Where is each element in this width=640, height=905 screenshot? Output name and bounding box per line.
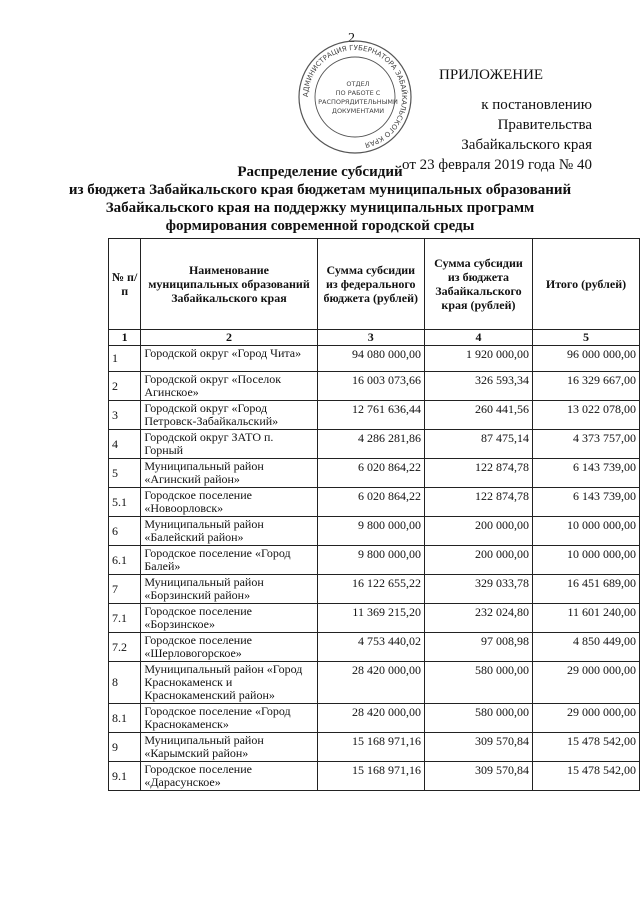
table-row — [109, 459, 640, 488]
row-number: 7.1 — [109, 604, 141, 633]
row-federal-amount: 12 761 636,44 — [317, 401, 424, 430]
row-number: 6 — [109, 517, 141, 546]
title-line: Распределение субсидий — [237, 164, 403, 180]
row-name: Городское поселение «Город Балей» — [141, 546, 317, 575]
row-total-amount: 29 000 000,00 — [532, 662, 639, 704]
header-number: № п/п — [109, 239, 141, 330]
seal-outer-text: АДМИНИСТРАЦИЯ ГУБЕРНАТОРА ЗАБАЙКАЛЬСКОГО КРАЯ — [301, 43, 409, 149]
row-regional-amount: 200 000,00 — [424, 546, 532, 575]
row-total-amount: 29 000 000,00 — [532, 704, 639, 733]
row-name: Муниципальный район «Город Краснокаменск и Краснокаменский район» — [141, 662, 317, 704]
row-regional-amount: 232 024,80 — [424, 604, 532, 633]
row-name: Городской округ «Город Чита» — [141, 346, 317, 372]
row-federal-amount: 15 168 971,16 — [317, 762, 424, 791]
row-name: Городской округ ЗАТО п. Горный — [141, 430, 317, 459]
row-total-amount: 6 143 739,00 — [532, 459, 639, 488]
appendix-header — [395, 65, 620, 175]
row-name: Муниципальный район «Агинский район» — [141, 459, 317, 488]
row-name: Городское поселение «Борзинское» — [141, 604, 317, 633]
column-index: 5 — [532, 330, 639, 346]
table-header-row — [109, 239, 640, 330]
appendix-line: Забайкальского края — [461, 137, 592, 153]
row-number: 9 — [109, 733, 141, 762]
row-name: Муниципальный район «Карымский район» — [141, 733, 317, 762]
row-total-amount: 4 373 757,00 — [532, 430, 639, 459]
row-name: Муниципальный район «Балейский район» — [141, 517, 317, 546]
row-federal-amount: 9 800 000,00 — [317, 546, 424, 575]
row-regional-amount: 87 475,14 — [424, 430, 532, 459]
row-total-amount: 4 850 449,00 — [532, 633, 639, 662]
row-name: Городской округ «Город Петровск-Забайкальский» — [141, 401, 317, 430]
table-row — [109, 633, 640, 662]
row-total-amount: 13 022 078,00 — [532, 401, 639, 430]
row-number: 7.2 — [109, 633, 141, 662]
table-row — [109, 488, 640, 517]
row-regional-amount: 309 570,84 — [424, 733, 532, 762]
row-number: 8.1 — [109, 704, 141, 733]
header-federal: Сумма субсидии из федерального бюджета (рублей) — [317, 239, 424, 330]
row-regional-amount: 329 033,78 — [424, 575, 532, 604]
seal-inner-line: ДОКУМЕНТАМИ — [331, 107, 385, 115]
row-regional-amount: 580 000,00 — [424, 704, 532, 733]
row-regional-amount: 122 874,78 — [424, 459, 532, 488]
column-index-row — [109, 330, 640, 346]
table-row — [109, 733, 640, 762]
page-number: 2 — [348, 31, 355, 46]
row-name: Муниципальный район «Борзинский район» — [141, 575, 317, 604]
row-name: Городской округ «Поселок Агинское» — [141, 372, 317, 401]
row-federal-amount: 11 369 215,20 — [317, 604, 424, 633]
row-regional-amount: 1 920 000,00 — [424, 346, 532, 372]
row-number: 5.1 — [109, 488, 141, 517]
row-federal-amount: 94 080 000,00 — [317, 346, 424, 372]
header-total: Итого (рублей) — [532, 239, 639, 330]
table-row — [109, 430, 640, 459]
row-name: Городское поселение «Шерловогорское» — [141, 633, 317, 662]
header-name: Наименование муниципальных образований Забайкальского края — [141, 239, 317, 330]
appendix-line: к постановлению Правительства — [481, 97, 592, 133]
row-federal-amount: 4 286 281,86 — [317, 430, 424, 459]
row-number: 4 — [109, 430, 141, 459]
row-total-amount: 16 329 667,00 — [532, 372, 639, 401]
table-row — [109, 346, 640, 372]
table-row — [109, 604, 640, 633]
row-total-amount: 11 601 240,00 — [532, 604, 639, 633]
row-number: 2 — [109, 372, 141, 401]
appendix-line: от 23 февраля 2019 года № 40 — [402, 157, 592, 173]
row-name: Городское поселение «Новоорловск» — [141, 488, 317, 517]
table-row — [109, 704, 640, 733]
table-row — [109, 575, 640, 604]
row-name: Городское поселение «Дарасунское» — [141, 762, 317, 791]
row-regional-amount: 309 570,84 — [424, 762, 532, 791]
header-regional: Сумма субсидии из бюджета Забайкальского края (рублей) — [424, 239, 532, 330]
column-index: 2 — [141, 330, 317, 346]
seal-inner-line: ПО РАБОТЕ С — [335, 89, 381, 97]
row-number: 9.1 — [109, 762, 141, 791]
table-row — [109, 372, 640, 401]
row-total-amount: 10 000 000,00 — [532, 546, 639, 575]
document-title — [0, 163, 640, 235]
row-number: 8 — [109, 662, 141, 704]
row-federal-amount: 16 003 073,66 — [317, 372, 424, 401]
seal-inner-line: ОТДЕЛ — [346, 80, 370, 88]
table-body — [109, 330, 640, 791]
subsidy-table — [108, 238, 640, 791]
row-federal-amount: 28 420 000,00 — [317, 662, 424, 704]
title-line: Забайкальского края на поддержку муниципальных программ — [105, 200, 535, 216]
row-number: 5 — [109, 459, 141, 488]
row-regional-amount: 260 441,56 — [424, 401, 532, 430]
title-line: формирования современной городской среды — [165, 218, 475, 234]
table-row — [109, 546, 640, 575]
table-row — [109, 662, 640, 704]
row-total-amount: 16 451 689,00 — [532, 575, 639, 604]
row-federal-amount: 4 753 440,02 — [317, 633, 424, 662]
row-number: 7 — [109, 575, 141, 604]
row-total-amount: 15 478 542,00 — [532, 733, 639, 762]
column-index: 1 — [109, 330, 141, 346]
row-number: 1 — [109, 346, 141, 372]
row-regional-amount: 97 008,98 — [424, 633, 532, 662]
table-row — [109, 517, 640, 546]
table-row — [109, 401, 640, 430]
row-number: 6.1 — [109, 546, 141, 575]
row-total-amount: 96 000 000,00 — [532, 346, 639, 372]
row-regional-amount: 580 000,00 — [424, 662, 532, 704]
row-number: 3 — [109, 401, 141, 430]
column-index: 3 — [317, 330, 424, 346]
row-name: Городское поселение «Город Краснокаменск» — [141, 704, 317, 733]
column-index: 4 — [424, 330, 532, 346]
seal-inner-line: РАСПОРЯДИТЕЛЬНЫМИ — [318, 98, 398, 106]
title-line: из бюджета Забайкальского края бюджетам муниципальных образований — [68, 182, 572, 198]
row-regional-amount: 326 593,34 — [424, 372, 532, 401]
row-federal-amount: 9 800 000,00 — [317, 517, 424, 546]
row-total-amount: 6 143 739,00 — [532, 488, 639, 517]
row-total-amount: 10 000 000,00 — [532, 517, 639, 546]
row-federal-amount: 15 168 971,16 — [317, 733, 424, 762]
row-regional-amount: 200 000,00 — [424, 517, 532, 546]
appendix-heading: ПРИЛОЖЕНИЕ — [439, 67, 544, 83]
row-federal-amount: 28 420 000,00 — [317, 704, 424, 733]
table-row — [109, 762, 640, 791]
row-federal-amount: 6 020 864,22 — [317, 459, 424, 488]
row-federal-amount: 16 122 655,22 — [317, 575, 424, 604]
row-regional-amount: 122 874,78 — [424, 488, 532, 517]
row-total-amount: 15 478 542,00 — [532, 762, 639, 791]
row-federal-amount: 6 020 864,22 — [317, 488, 424, 517]
